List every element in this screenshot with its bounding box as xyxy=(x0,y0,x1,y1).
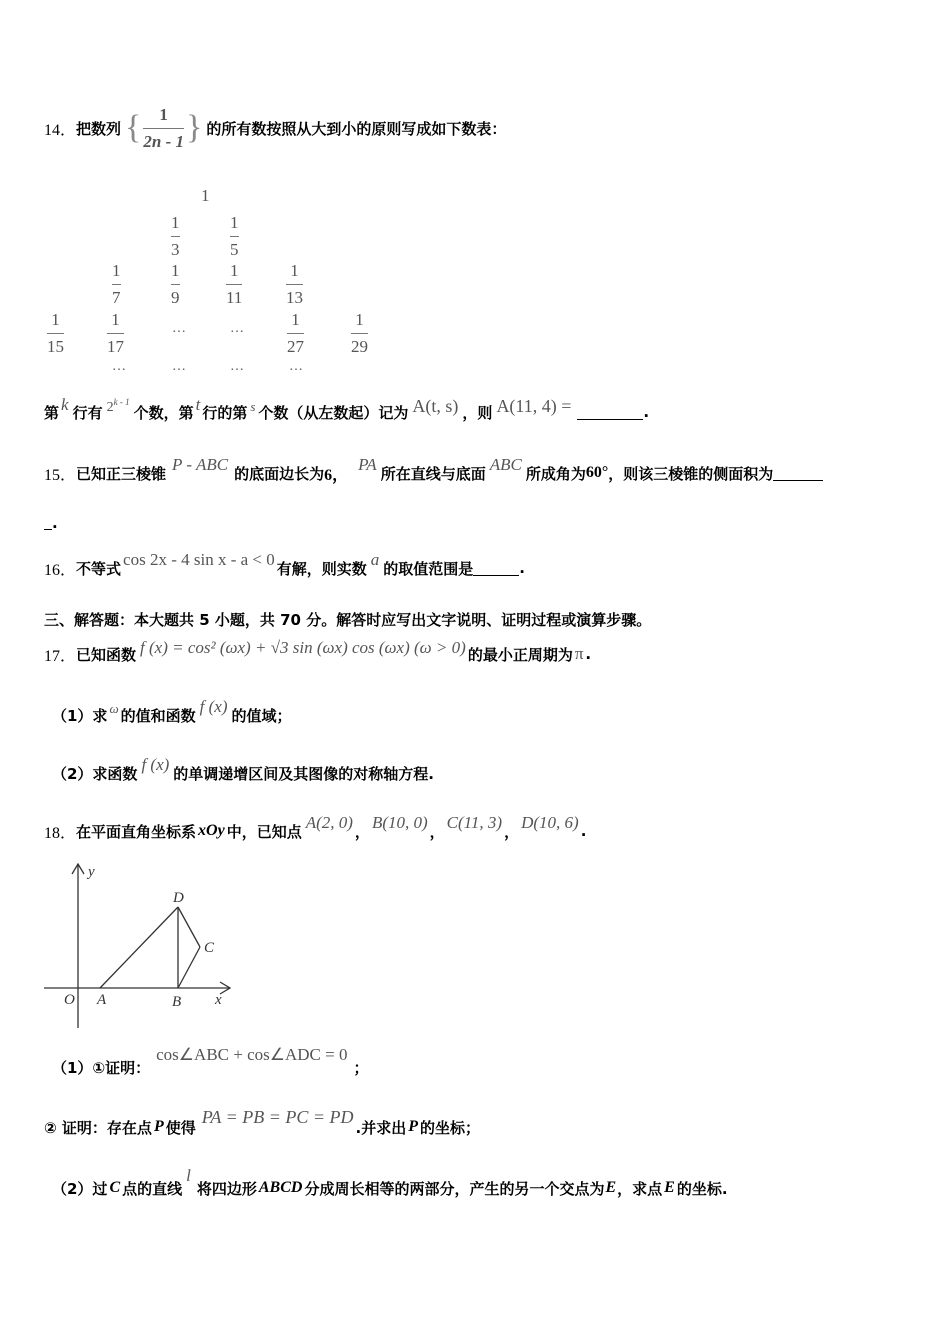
var-a: a xyxy=(370,550,380,569)
q17-number: 17． xyxy=(44,647,77,665)
label-B: B xyxy=(172,994,182,1010)
table-r4-c6: 1 29 xyxy=(351,310,368,356)
q15-answer-blank[interactable] xyxy=(773,466,823,481)
var-s: s xyxy=(250,399,256,414)
q15-line2: . xyxy=(44,512,58,534)
label-A: A xyxy=(97,992,107,1008)
q14-seq-num: 1 xyxy=(159,104,168,124)
q14-intro: 把数列 xyxy=(76,119,122,138)
q16-answer-blank[interactable] xyxy=(473,561,519,576)
table-r5-c3: … xyxy=(230,359,244,374)
table-r4-c1: 1 15 xyxy=(47,310,64,356)
label-C: C xyxy=(204,940,215,956)
table-r2-c1: 1 3 xyxy=(171,213,180,259)
q14-line xyxy=(44,104,506,152)
q18-coordinate-figure xyxy=(40,858,240,1036)
table-r3-c4: 1 13 xyxy=(286,261,303,307)
q16-line: 16． 不等式 cos 2x - 4 sin x - a < 0 有解，则实数 a 的取值范围是 . xyxy=(44,550,525,579)
q14-number: 14． xyxy=(44,121,77,139)
var-t: t xyxy=(195,395,201,414)
table-r5-c2: … xyxy=(172,359,186,374)
segment-DC xyxy=(178,907,200,947)
q17-part2: （2）求函数 f (x) 的单调递增区间及其图像的对称轴方程. xyxy=(52,755,434,783)
q15-answer-blank-cont[interactable] xyxy=(44,517,52,530)
q17-part1: （1）求 ω 的值和函数 f (x) 的值域； xyxy=(52,697,292,725)
q18-line: 18． 在平面直角坐标系 xOy 中，已知点 A(2, 0) ， B(10, 0) ， C(11, 3) ， D(10, 6) . xyxy=(44,813,587,842)
expr-abc: ABC xyxy=(489,455,522,474)
table-r3-c2: 1 9 xyxy=(171,261,180,307)
label-y: y xyxy=(88,864,95,880)
label-D: D xyxy=(173,890,184,906)
q14-rest: 的所有数按照从大到小的原则写成如下数表： xyxy=(206,119,507,138)
expr-Ats: A(t, s) xyxy=(412,395,459,416)
q14-answer-blank[interactable] xyxy=(577,405,643,420)
segment-CB xyxy=(178,947,200,988)
point-C: C(11, 3) xyxy=(446,813,503,832)
expr-function: f (x) = cos² (ωx) + √3 sin (ωx) cos (ωx) (ω > 0) xyxy=(140,638,466,657)
power-2k: 2$^{k - 1}$ xyxy=(106,396,130,415)
q18-part2: （2）过 C 点的直线 l 将四边形 ABCD 分成周长相等的两部分，产生的另一个交点为 E ，求点 E 的坐标. xyxy=(52,1166,728,1198)
label-O: O xyxy=(64,992,75,1008)
q17-line: 17． 已知函数 f (x) = cos² (ωx) + √3 sin (ωx) cos (ωx) (ω > 0) 的最小正周期为 π . xyxy=(44,638,592,665)
var-k: k xyxy=(61,395,69,414)
label-x: x xyxy=(215,992,222,1008)
expr-equal-dist: PA = PB = PC = PD xyxy=(201,1106,354,1127)
q15-number: 15． xyxy=(44,466,77,484)
point-B: B(10, 0) xyxy=(371,813,428,832)
q18-part1-2: ② 证明：存在点 P 使得 PA = PB = PC = PD .并求出 P 的坐标； xyxy=(44,1106,481,1137)
table-r5-c4: … xyxy=(289,359,303,374)
q14-sequence: { $\frac{1}{2n - 1}$ } xyxy=(125,104,203,151)
q16-number: 16． xyxy=(44,561,77,579)
q14-seq-den: 2n - 1 xyxy=(143,131,184,151)
q14-statement: 第 k 行有 2$^{k - 1}$ 个数，第 t 行的第 s 个数（从左数起）记为 A(t, s) ，则 A(11, 4) = . xyxy=(44,395,650,422)
table-r3-c1: 1 7 xyxy=(112,261,121,307)
point-D: D(10, 6) xyxy=(521,813,579,832)
expr-ineq: cos 2x - 4 sin x - a < 0 xyxy=(123,550,275,569)
table-r3-c3: 1 11 xyxy=(226,261,243,307)
segment-AD xyxy=(100,907,178,988)
q18-part1: （1）①证明： cos∠ABC + cos∠ADC = 0 ； xyxy=(52,1045,369,1077)
expr-pabc: P - ABC xyxy=(172,455,229,474)
table-r4-c3: … xyxy=(172,321,186,336)
table-r4-c4: … xyxy=(230,321,244,336)
table-r2-c2: 1 5 xyxy=(230,213,239,259)
expr-A114: A(11, 4) = xyxy=(496,395,572,416)
table-r4-c5: 1 27 xyxy=(287,310,304,356)
q18-number: 18． xyxy=(44,824,77,842)
section-3-title: 三、解答题：本大题共 5 小题，共 70 分。解答时应写出文字说明、证明过程或演算步骤。 xyxy=(44,611,652,629)
expr-pa: PA xyxy=(358,455,377,474)
expr-cos-sum: cos∠ABC + cos∠ADC = 0 xyxy=(156,1045,348,1064)
table-r1-c1: 1 xyxy=(201,186,210,205)
table-r4-c2: 1 17 xyxy=(107,310,124,356)
point-A: A(2, 0) xyxy=(305,813,353,832)
q15-line: 15． 已知正三棱锥 P - ABC 的底面边长为 6， PA 所在直线与底面 ABC 所成角为 60° ，则该三棱锥的侧面积为 xyxy=(44,455,906,491)
table-r5-c1: … xyxy=(112,359,126,374)
